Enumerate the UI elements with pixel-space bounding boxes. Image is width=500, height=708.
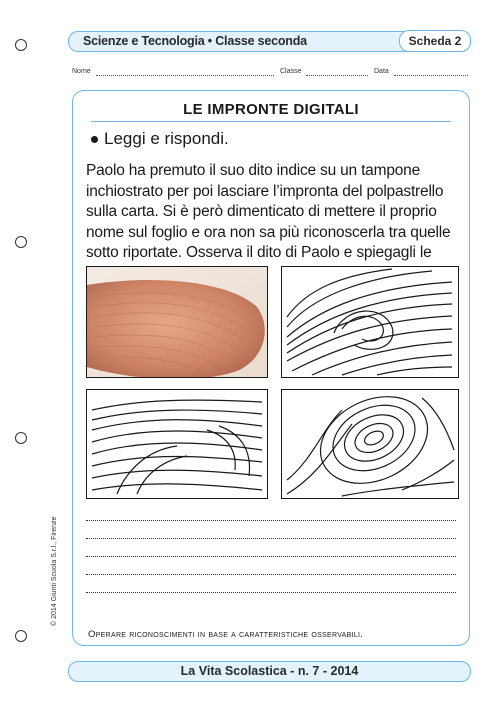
student-fields	[72, 68, 472, 80]
title-divider	[91, 121, 451, 122]
binder-hole	[15, 236, 27, 248]
fingerprint-option-a	[281, 266, 459, 378]
name-label: Nome	[72, 68, 91, 75]
copyright-note: © 2014 Giunti Scuola S.r.l., Firenze	[51, 516, 58, 626]
name-field[interactable]	[96, 74, 274, 76]
binder-hole	[15, 630, 27, 642]
finger-photo	[86, 266, 268, 378]
instruction-text: Leggi e rispondi.	[104, 129, 229, 148]
binder-hole	[15, 39, 27, 51]
fingerprint-option-b	[86, 389, 268, 499]
answer-line[interactable]	[86, 591, 456, 593]
header-bar	[68, 31, 471, 52]
fingerprint-option-c	[281, 389, 459, 499]
answer-line[interactable]	[86, 519, 456, 521]
subject-title: Scienze e Tecnologia • Classe seconda	[83, 34, 307, 48]
instruction	[91, 129, 229, 149]
learning-objective: Operare riconoscimenti in base a caratteristiche osservabili.	[88, 629, 364, 640]
exercise-text: Paolo ha premuto il suo dito indice su un tampone inchiostrato per poi lasciare l’impronta del polpastrello sulla carta. Si è però dimenticato di mettere il proprio nome sul foglio e ora non sa più riconoscerla tra quelle sotto riportate. Osserva il dito di Paolo e spiegagli le	[86, 162, 451, 261]
footer-bar: La Vita Scolastica - n. 7 - 2014	[68, 661, 471, 682]
exercise-card	[72, 90, 470, 646]
worksheet-tag: Scheda 2	[399, 30, 471, 52]
date-field[interactable]	[394, 74, 468, 76]
bullet-icon	[91, 136, 98, 143]
class-label: Classe	[280, 68, 302, 75]
class-field[interactable]	[306, 74, 368, 76]
binder-hole	[15, 432, 27, 444]
answer-line[interactable]	[86, 555, 456, 557]
date-label: Data	[374, 68, 389, 75]
answer-line[interactable]	[86, 573, 456, 575]
page-title: LE IMPRONTE DIGITALI	[183, 101, 359, 118]
answer-line[interactable]	[86, 537, 456, 539]
